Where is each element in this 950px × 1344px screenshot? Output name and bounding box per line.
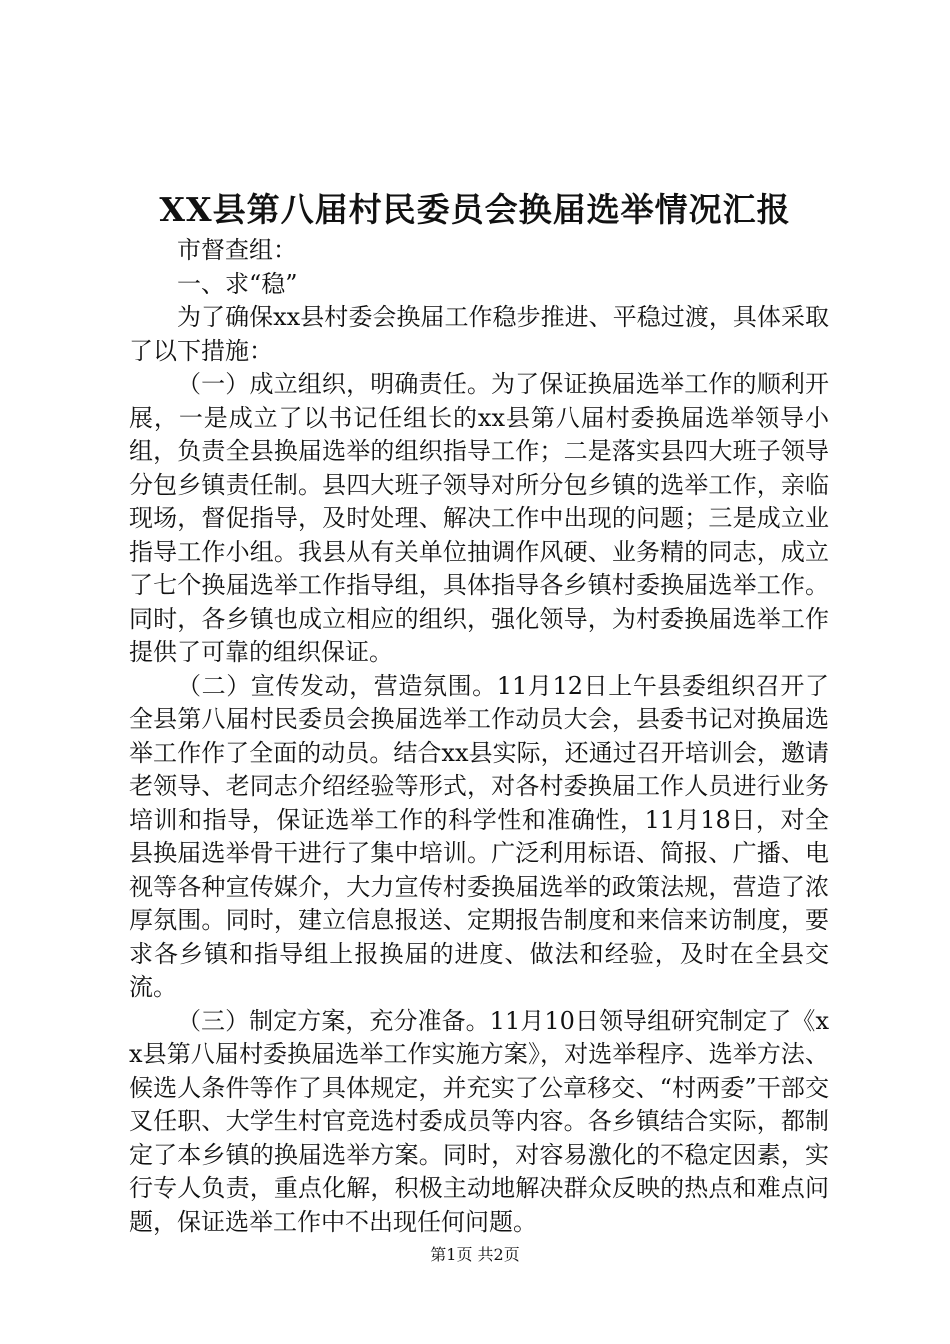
paragraph-organization: （一）成立组织，明确责任。为了保证换届选举工作的顺利开展，一是成立了以书记任组长的xx县第八届村委换届选举领导小组，负责全县换届选举的组织指导工作；二是落实县四大班子领导分包乡镇责任制。县四大班子领导对所分包乡镇的选举工作，亲临现场，督促指导，及时处理、解决工作中出现的问题；三是成立业指导工作小组。我县从有关单位抽调作风硬、业务精的同志，成立了七个换届选举工作指导组，具体指导各乡镇村委换届选举工作。同时，各乡镇也成立相应的组织，强化领导，为村委换届选举工作提供了可靠的组织保证。 <box>129 370 829 666</box>
page-number: 第1页 共2页 <box>430 1245 520 1264</box>
intro-paragraph: 为了确保xx县村委会换届工作稳步推进、平稳过渡，具体采取了以下措施： <box>129 303 829 365</box>
document-title: XX县第八届村民委员会换届选举情况汇报 <box>159 190 791 229</box>
paragraph-planning: （三）制定方案，充分准备。11月10日领导组研究制定了《xx县第八届村委换届选举工作实施方案》，对选举程序、选举方法、候选人条件等作了具体规定，并充实了公章移交、“村两委”干部交叉任职、大学生村官竞选村委成员等内容。各乡镇结合实际，都制定了本乡镇的换届选举方案。同时，对容易激化的不稳定因素，实行专人负责，重点化解，积极主动地解决群众反映的热点和难点问题，保证选举工作中不出现任何问题。 <box>129 1006 829 1236</box>
document-body <box>129 234 829 1239</box>
salutation: 市督查组： <box>177 236 297 264</box>
section-heading: 一、求“稳” <box>177 269 298 298</box>
paragraph-publicity: （二）宣传发动，营造氛围。11月12日上午县委组织召开了全县第八届村民委员会换届选举工作动员大会，县委书记对换届选举工作作了全面的动员。结合xx县实际，还通过召开培训会，邀请老领导、老同志介绍经验等形式，对各村委换届工作人员进行业务培训和指导，保证选举工作的科学性和准确性，11月18日，对全县换届选举骨干进行了集中培训。广泛利用标语、简报、广播、电视等各种宣传媒介，大力宣传村委换届选举的政策法规，营造了浓厚氛围。同时，建立信息报送、定期报告制度和来信来访制度，要求各乡镇和指导组上报换届的进度、做法和经验，及时在全县交流。 <box>129 671 829 1001</box>
